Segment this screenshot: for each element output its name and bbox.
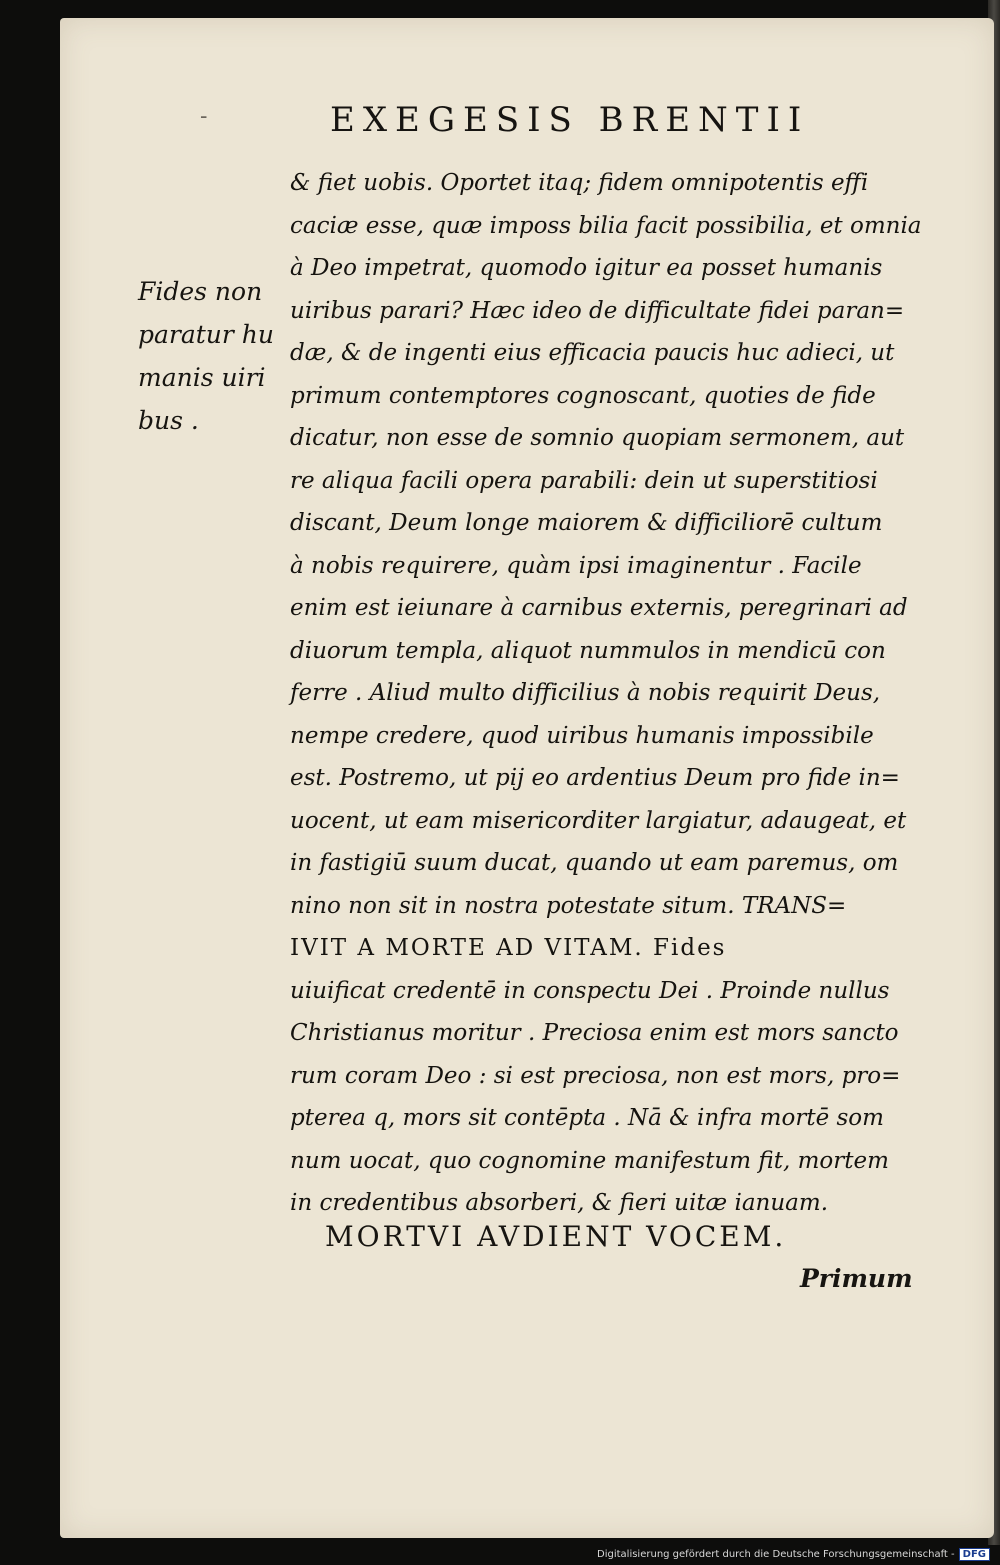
text-line: primum contemptores cognoscant, quoties de fide (290, 382, 876, 409)
margin-note-line: bus . (138, 406, 199, 435)
text-line: ferre . Aliud multo difficilius à nobis requirit Deus, (290, 680, 881, 706)
text-line: Christianus moritur . Preciosa enim est mors sancto (290, 1020, 899, 1046)
text-line: re aliqua facili opera parabili: dein ut superstitiosi (290, 467, 878, 494)
text-line: caciæ esse, quæ imposs bilia facit possibilia, et omnia (290, 212, 922, 239)
text-line: uiuificat credentē in conspectu Dei . Proinde nullus (290, 977, 890, 1004)
text-line: in fastigiū suum ducat, quando ut eam paremus, om (290, 850, 899, 876)
dfg-logo: DFG (959, 1548, 990, 1561)
text-line: dæ, & de ingenti eius efficacia paucis huc adieci, ut (290, 340, 895, 366)
text-line: diuorum templa, aliquot nummulos in mendicū con (290, 637, 886, 664)
section-heading: MORTVI AVDIENT VOCEM. (325, 1220, 787, 1253)
text-line: nino non sit in nostra potestate situm. TRANS= (290, 892, 847, 919)
text-line: dicatur, non esse de somnio quopiam sermonem, aut (290, 425, 905, 451)
text-line: nempe credere, quod uiribus humanis impossibile (290, 722, 874, 749)
text-line: à Deo impetrat, quomodo igitur ea posset humanis (290, 255, 883, 281)
credit-text: Digitalisierung gefördert durch die Deutsche Forschungsgemeinschaft - (597, 1549, 955, 1560)
text-line: IVIT A MORTE AD VITAM. Fides (290, 935, 727, 961)
text-line: uocent, ut eam misericorditer largiatur, adaugeat, et (290, 807, 907, 834)
text-line: num uocat, quo cognomine manifestum fit, mortem (290, 1147, 889, 1174)
margin-note-line: Fides non (138, 277, 263, 306)
text-line: discant, Deum longe maiorem & difficiliorē cultum (290, 510, 883, 536)
text-line: est. Postremo, ut pij eo ardentius Deum pro fide in= (290, 765, 900, 791)
body-text (290, 162, 930, 1225)
page-mark: - (200, 104, 208, 129)
margin-note (138, 270, 288, 442)
text-line: enim est ieiunare à carnibus externis, peregrinari ad (290, 595, 908, 621)
catchword: Primum (800, 1264, 913, 1293)
running-head: EXEGESIS BRENTII (330, 100, 810, 140)
text-line: rum coram Deo : si est preciosa, non est mors, pro= (290, 1062, 901, 1089)
digitization-credit (597, 1548, 990, 1561)
margin-note-line: paratur hu (138, 320, 275, 349)
text-line: & fiet uobis. Oportet itaq; fidem omnipotentis effi (290, 170, 869, 196)
text-line: pterea q, mors sit contēpta . Nā & infra mortē som (290, 1105, 884, 1131)
text-line: uiribus parari? Hæc ideo de difficultate fidei paran= (290, 297, 905, 324)
text-line: in credentibus absorberi, & fieri uitæ ianuam. (290, 1190, 829, 1216)
margin-note-line: manis uiri (138, 363, 266, 392)
text-line: à nobis requirere, quàm ipsi imaginentur . Facile (290, 552, 862, 579)
